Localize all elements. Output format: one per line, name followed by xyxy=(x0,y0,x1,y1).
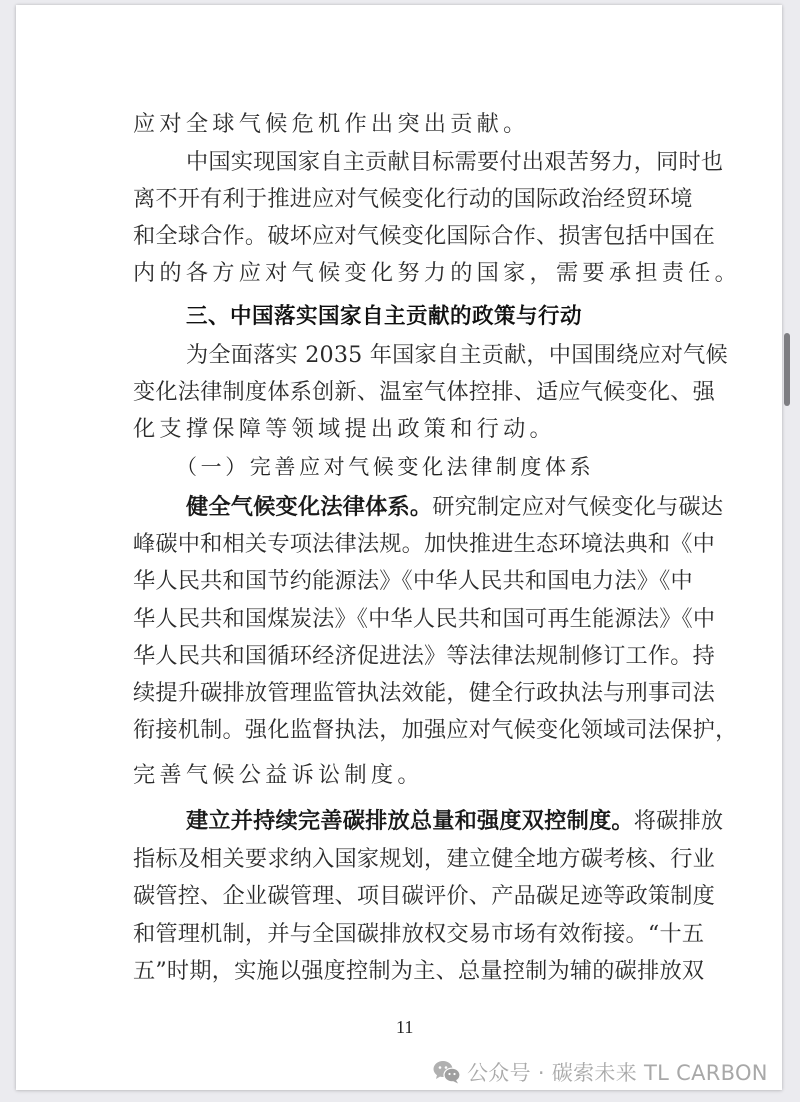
document-page xyxy=(16,5,782,1090)
body-line: 完善气候公益诉讼制度。 xyxy=(133,762,424,788)
page-number: 11 xyxy=(396,1017,414,1037)
paragraph-first-line: 中国实现国家自主贡献目标需要付出艰苦努力，同时也 xyxy=(186,149,724,175)
body-line: 华人民共和国循环经济促进法》等法律法规制修订工作。持 xyxy=(133,643,716,669)
body-line: 华人民共和国煤炭法》《中华人民共和国可再生能源法》《中 xyxy=(133,606,716,632)
body-line: 五”时期，实施以强度控制为主、总量控制为辅的碳排放双 xyxy=(133,958,705,984)
subsection-heading: （一）完善应对气候变化法律制度体系 xyxy=(176,455,595,479)
body-line: 应对全球气候危机作出突出贡献。 xyxy=(133,111,530,137)
body-line: 峰碳中和相关专项法律法规。加快推进生态环境法典和《中 xyxy=(133,531,716,557)
paragraph-text: 将碳排放 xyxy=(633,808,724,834)
paragraph-text: 研究制定应对气候变化与碳达 xyxy=(432,494,724,520)
body-line: 离不开有利于推进应对气候变化行动的国际政治经贸环境 xyxy=(133,186,693,212)
wechat-icon xyxy=(433,1060,461,1084)
paragraph-first-line: 为全面落实 2035 年国家自主贡献，中国围绕应对气候 xyxy=(186,342,728,368)
body-line: 和全球合作。破坏应对气候变化国际合作、损害包括中国在 xyxy=(133,223,716,249)
body-line: 内的各方应对气候变化努力的国家，需要承担责任。 xyxy=(133,260,742,286)
vertical-scrollbar[interactable] xyxy=(784,0,792,1102)
body-line: 和管理机制，并与全国碳排放权交易市场有效衔接。“十五 xyxy=(133,921,705,947)
paragraph-lead-bold: 健全气候变化法律体系。 xyxy=(186,494,433,520)
body-line: 续提升碳排放管理监管执法效能，健全行政执法与刑事司法 xyxy=(133,680,716,706)
paragraph-first-line xyxy=(186,806,724,836)
body-line: 衔接机制。强化监督执法，加强应对气候变化领域司法保护， xyxy=(133,717,738,743)
body-line: 化支撑保障等领域提出政策和行动。 xyxy=(133,416,556,442)
body-line: 变化法律制度体系创新、温室气体控排、适应气候变化、强 xyxy=(133,379,716,405)
watermark-text: 公众号 · 碳索未来 TL CARBON xyxy=(467,1061,768,1085)
watermark xyxy=(433,1058,768,1086)
paragraph-first-line xyxy=(186,492,724,522)
body-line: 碳管控、企业碳管理、项目碳评价、产品碳足迹等政策制度 xyxy=(133,883,716,909)
body-line: 指标及相关要求纳入国家规划，建立健全地方碳考核、行业 xyxy=(133,846,716,872)
body-line: 华人民共和国节约能源法》《中华人民共和国电力法》《中 xyxy=(133,568,693,594)
section-heading: 三、中国落实国家自主贡献的政策与行动 xyxy=(186,304,583,329)
scrollbar-thumb[interactable] xyxy=(784,333,790,406)
paragraph-lead-bold: 建立并持续完善碳排放总量和强度双控制度。 xyxy=(186,808,634,834)
